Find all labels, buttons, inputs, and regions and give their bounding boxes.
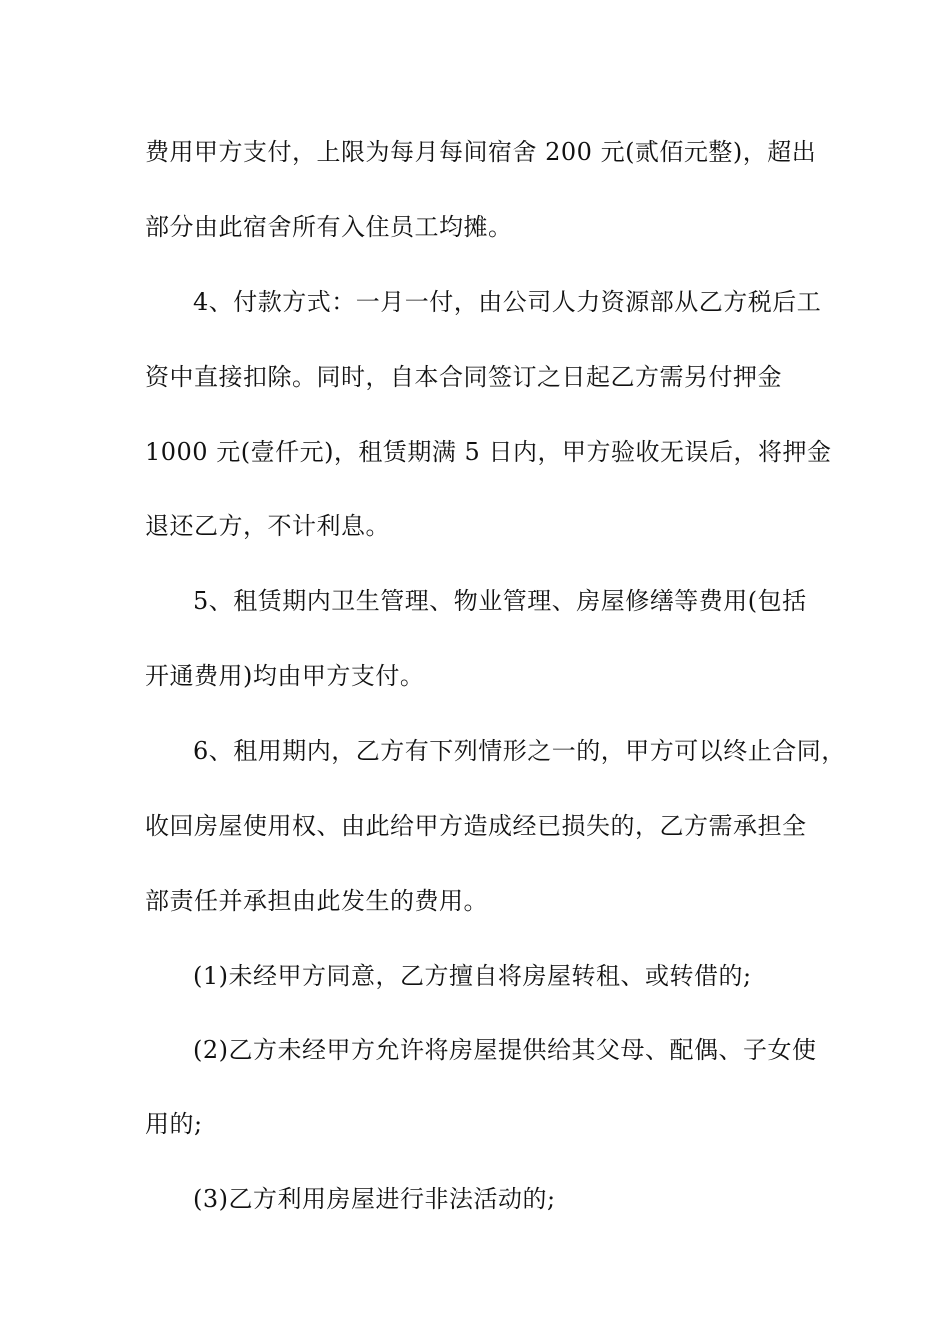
list-item-line: (2)乙方未经甲方允许将房屋提供给其父母、配偶、子女使 [193, 1036, 817, 1064]
text-line: 部分由此宿舍所有入住员工均摊。 [145, 213, 513, 241]
text-line: 资中直接扣除。同时，自本合同签订之日起乙方需另付押金 [145, 363, 782, 391]
text-line: 1000 元(壹仟元)，租赁期满 5 日内，甲方验收无误后，将押金 [145, 438, 832, 466]
paragraph-start-line: 5、租赁期内卫生管理、物业管理、房屋修缮等费用(包括 [193, 587, 807, 615]
list-item-line: (3)乙方利用房屋进行非法活动的; [193, 1185, 556, 1213]
paragraph-start-line: 4、付款方式：一月一付，由公司人力资源部从乙方税后工 [193, 288, 822, 316]
text-line: 收回房屋使用权、由此给甲方造成经已损失的，乙方需承担全 [145, 812, 807, 840]
text-line: 用的; [145, 1110, 203, 1138]
text-line: 退还乙方，不计利息。 [145, 512, 390, 540]
text-line: 开通费用)均由甲方支付。 [145, 662, 425, 690]
paragraph-start-line: 6、租用期内，乙方有下列情形之一的，甲方可以终止合同， [193, 737, 846, 765]
text-line: 费用甲方支付，上限为每月每间宿舍 200 元(贰佰元整)，超出 [145, 138, 817, 166]
text-line: 部责任并承担由此发生的费用。 [145, 887, 488, 915]
list-item-line: (1)未经甲方同意，乙方擅自将房屋转租、或转借的; [193, 962, 752, 990]
